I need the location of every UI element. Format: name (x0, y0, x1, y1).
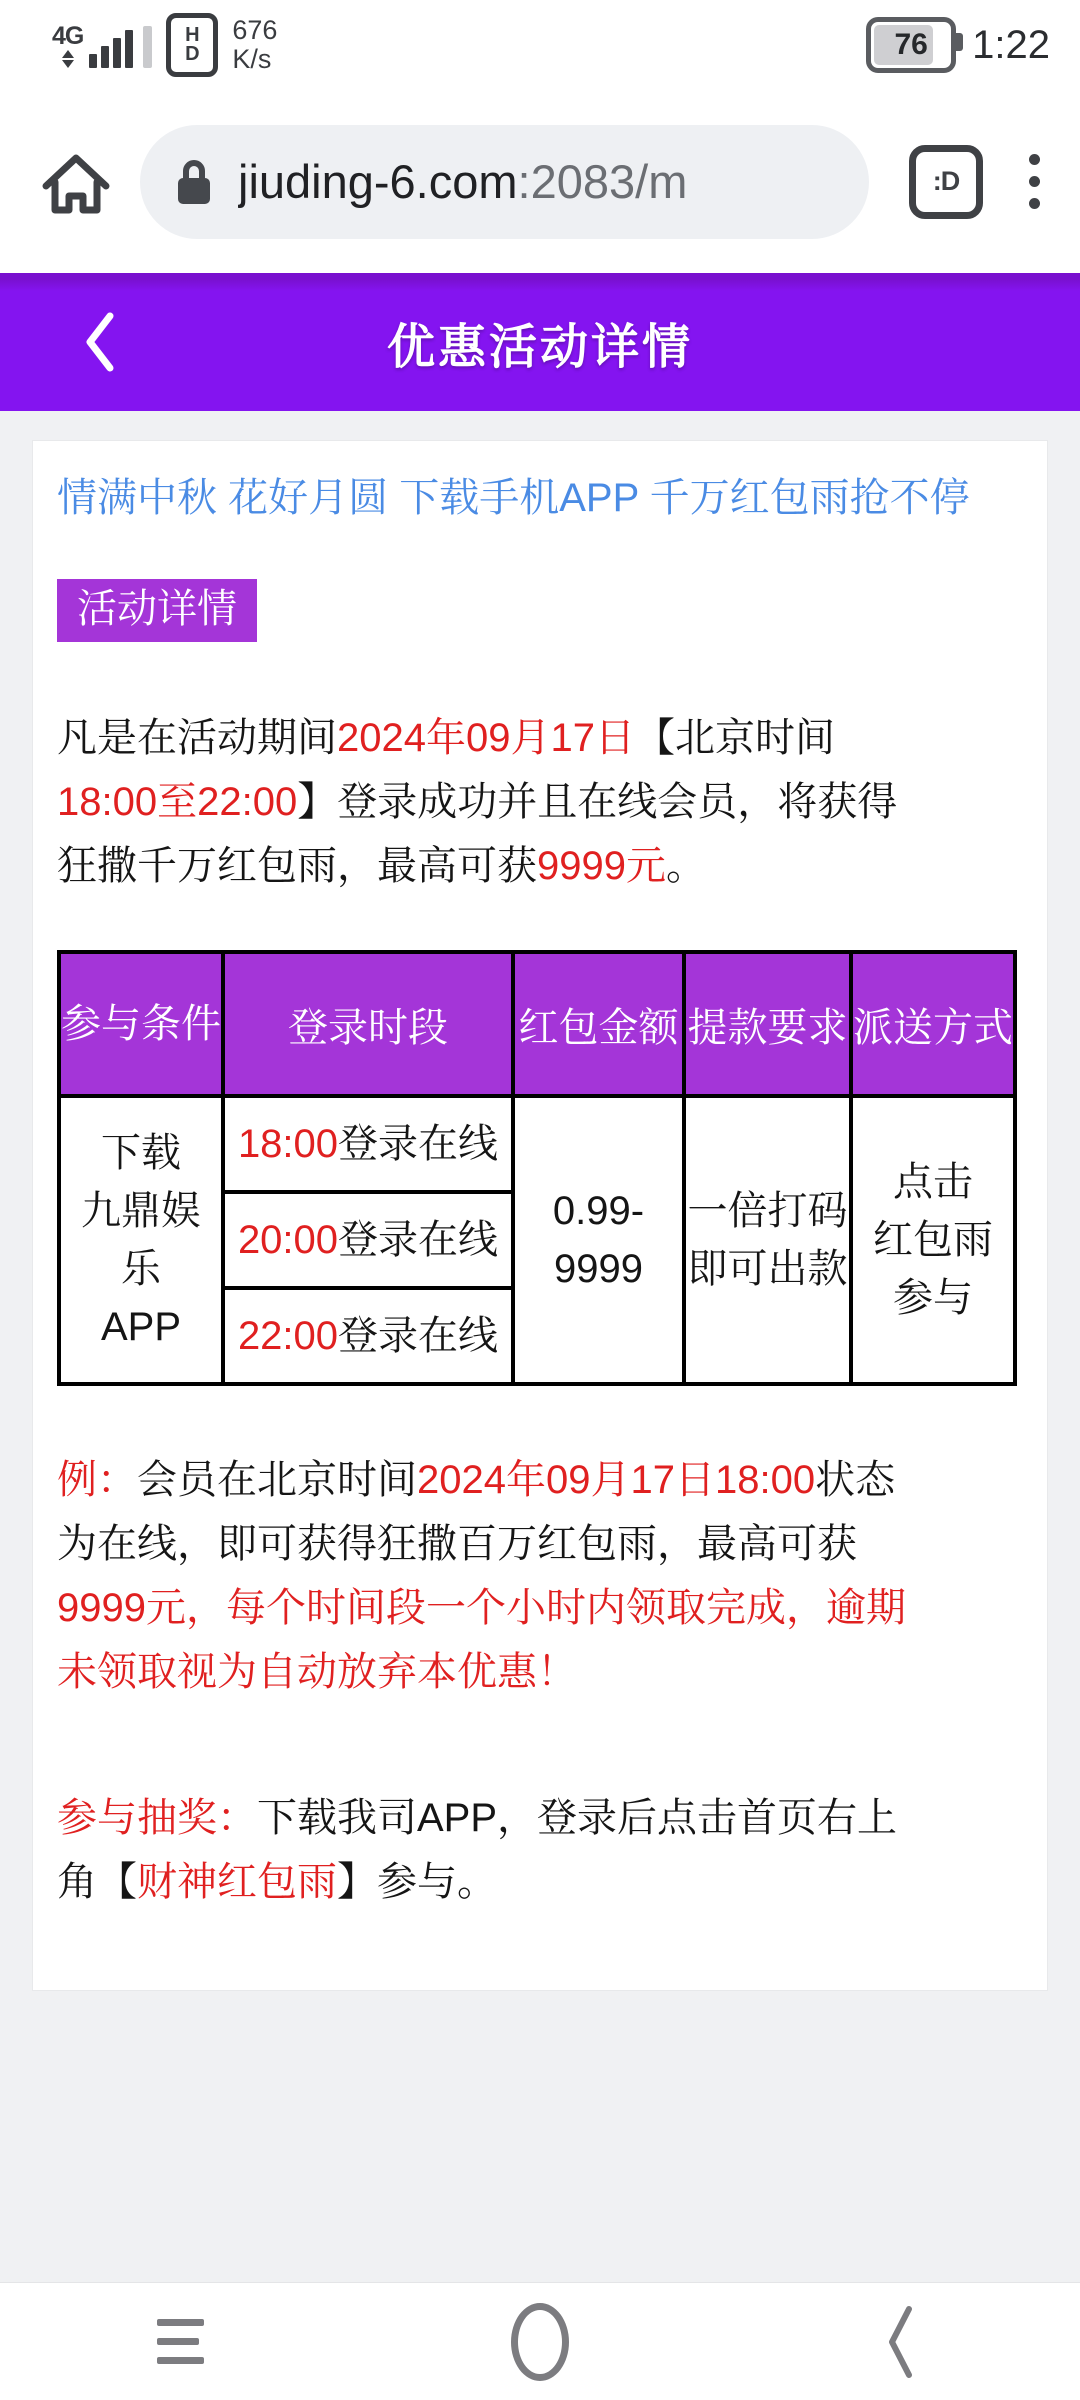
url-bar[interactable] (140, 125, 869, 239)
table-header-row (59, 952, 1015, 1096)
status-clock: 1:22 (972, 22, 1050, 67)
page-content (0, 411, 1080, 2282)
col-delivery: 派送方式 (851, 952, 1015, 1096)
condition-cell: 下载 九鼎娱 乐 APP (59, 1096, 223, 1384)
browser-menu-button[interactable] (1023, 148, 1046, 215)
login-slot-1: 18:00登录在线 (223, 1096, 513, 1192)
login-slot-3: 22:00登录在线 (223, 1288, 513, 1384)
example-paragraph: 例：会员在北京时间2024年09月17日18:00状态 为在线，即可获得狂撒百万红包雨，最高可获 9999元，每个时间段一个小时内领取完成，逾期 未领取视为自动放弃本优惠！ (57, 1458, 906, 1694)
delivery-cell: 点击 红包雨 参与 (851, 1096, 1015, 1384)
signal-bars-icon (89, 22, 133, 68)
section-badge: 活动详情 (57, 579, 257, 642)
url-domain: jiuding-6.com (238, 155, 518, 208)
battery-percent: 76 (894, 28, 928, 61)
intro-paragraph: 凡是在活动期间2024年09月17日【北京时间 18:00至22:00】登录成功并且在线会员，将获得 狂撒千万红包雨，最高可获9999元。 (57, 716, 898, 888)
table-row (59, 1096, 1015, 1192)
browser-toolbar (0, 90, 1080, 273)
tab-switcher-button[interactable]: :D (909, 145, 983, 219)
url-text (238, 154, 687, 209)
sim2-signal-icon (143, 26, 152, 68)
amount-cell: 0.99- 9999 (513, 1096, 684, 1384)
col-withdraw: 提款要求 (684, 952, 851, 1096)
battery-icon (866, 17, 956, 73)
recents-menu-icon[interactable] (149, 2311, 212, 2372)
col-amount: 红包金额 (513, 952, 684, 1096)
join-paragraph: 参与抽奖：下载我司APP，登录后点击首页右上 角【财神红包雨】参与。 (57, 1796, 898, 1904)
android-nav-bar (0, 2282, 1080, 2400)
signal-indicator (52, 22, 152, 68)
page-title: 优惠活动详情 (386, 320, 693, 374)
login-slot-2: 20:00登录在线 (223, 1192, 513, 1288)
back-nav-icon[interactable] (885, 2303, 915, 2381)
network-speed: 676 K/s (232, 15, 278, 74)
promo-headline-link[interactable]: 情满中秋 花好月圆 下载手机APP 千万红包雨抢不停 (57, 476, 970, 520)
back-chevron-icon (80, 310, 120, 374)
promo-table (57, 950, 1017, 1386)
network-type-label: 4G (52, 22, 84, 50)
lock-icon (176, 158, 212, 206)
promo-card (32, 440, 1048, 1991)
data-activity-icon (62, 50, 74, 68)
back-button[interactable] (70, 273, 130, 411)
home-icon[interactable] (38, 144, 114, 220)
status-bar (0, 0, 1080, 90)
withdraw-cell: 一倍打码 即可出款 (684, 1096, 851, 1384)
home-nav-icon[interactable] (511, 2303, 569, 2381)
url-path: :2083/m (517, 155, 688, 208)
col-login-time: 登录时段 (223, 952, 513, 1096)
col-condition: 参与条件 (59, 952, 223, 1096)
page-header (0, 273, 1080, 411)
hd-volte-icon: HD (166, 13, 218, 77)
